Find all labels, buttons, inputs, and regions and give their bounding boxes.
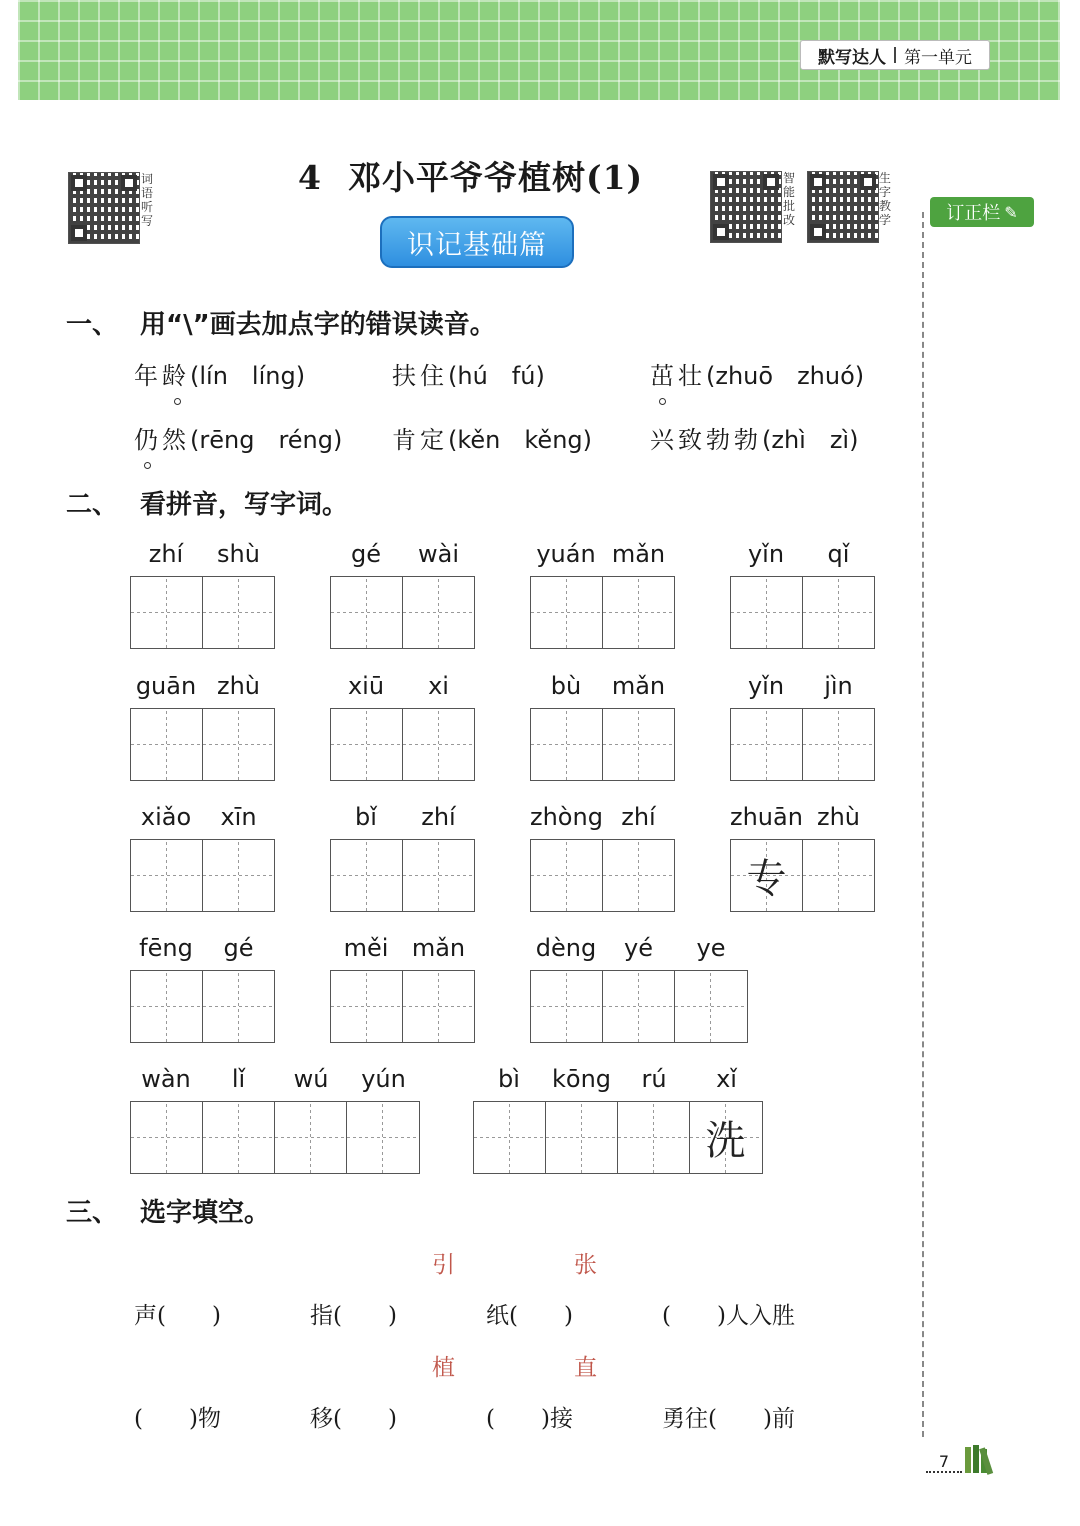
prefilled-character — [731, 709, 802, 780]
pinyin-syllable: jìn — [824, 672, 853, 700]
character-box-row — [730, 576, 875, 649]
qr-label-mid: 智能批改 — [782, 171, 795, 227]
prefilled-character — [203, 577, 274, 648]
character-writing-box[interactable] — [202, 577, 274, 648]
emphasis-dot — [659, 398, 666, 405]
character-writing-box[interactable] — [802, 709, 874, 780]
pinyin-syllable: zhuān — [730, 803, 803, 831]
character-writing-box[interactable] — [617, 1102, 689, 1173]
character-box-row — [130, 1101, 420, 1174]
pinyin-word-group — [530, 803, 675, 912]
character-box-row — [330, 576, 475, 649]
book-name: 默写达人 — [818, 47, 886, 68]
pinyin-word-group — [730, 803, 875, 912]
prefilled-character: 洗 — [705, 1118, 746, 1164]
character-writing-box[interactable] — [802, 840, 874, 911]
character-writing-box[interactable] — [202, 971, 274, 1042]
character-writing-box[interactable] — [602, 971, 674, 1042]
pinyin-word-group — [130, 934, 275, 1043]
pinyin-row — [730, 672, 875, 708]
choice-character: 直 — [574, 1355, 597, 1381]
prefilled-character: 专 — [746, 856, 787, 902]
pinyin-syllable: zhù — [216, 672, 261, 700]
pinyin-word-group — [130, 672, 275, 781]
section-badge: 识记基础篇 — [380, 216, 574, 268]
prefilled-character — [618, 1102, 689, 1173]
pinyin-syllable: rú — [641, 1065, 667, 1093]
prefilled-character — [203, 971, 274, 1042]
character-writing-box[interactable] — [331, 840, 402, 911]
pronunciation-item: 仍然(rēng réng) — [134, 420, 342, 455]
pinyin-word-group — [330, 540, 475, 649]
character-writing-box[interactable] — [131, 577, 202, 648]
pronunciation-options[interactable]: (zhuō zhuó) — [706, 362, 865, 390]
prefilled-character — [203, 709, 274, 780]
character-writing-box[interactable] — [202, 840, 274, 911]
character-box-row — [473, 1101, 763, 1174]
prefilled-character — [203, 1102, 274, 1173]
prefilled-character — [531, 840, 602, 911]
pinyin-row — [530, 540, 675, 576]
prefilled-character — [347, 1102, 418, 1173]
prefilled-character — [603, 709, 674, 780]
character-writing-box[interactable] — [331, 577, 402, 648]
pinyin-syllable: xīn — [220, 803, 257, 831]
pinyin-syllable: xiǎo — [140, 803, 192, 831]
lesson-title — [298, 152, 643, 199]
prefilled-character — [546, 1102, 617, 1173]
fill-blank[interactable]: ( )接 — [486, 1406, 573, 1432]
fill-blank[interactable]: 声( ) — [134, 1303, 221, 1329]
character-box-row — [130, 708, 275, 781]
character-writing-box[interactable] — [602, 709, 674, 780]
fill-blank[interactable]: 指( ) — [310, 1303, 397, 1329]
qr-code-dictation[interactable] — [68, 172, 140, 244]
choice-character: 植 — [432, 1355, 455, 1381]
pronunciation-options[interactable]: (kěn kěng) — [448, 426, 592, 454]
character-box-row — [330, 839, 475, 912]
prefilled-character — [131, 971, 202, 1042]
pinyin-row — [330, 672, 475, 708]
pinyin-syllable: zhí — [621, 803, 656, 831]
character-box-row — [730, 839, 875, 912]
character-box-row — [130, 970, 275, 1043]
pinyin-row — [473, 1065, 763, 1101]
pinyin-syllable: bǐ — [355, 803, 377, 831]
book-unit-tag — [800, 40, 990, 70]
choice-character: 张 — [574, 1252, 597, 1278]
character-writing-box[interactable] — [202, 709, 274, 780]
prefilled-character — [803, 840, 874, 911]
pronunciation-options[interactable]: (zhì zì) — [762, 426, 859, 454]
prefilled-character — [675, 971, 746, 1042]
pinyin-syllable: zhí — [148, 540, 184, 568]
pinyin-syllable: gé — [223, 934, 254, 962]
character-writing-box[interactable] — [731, 709, 802, 780]
lesson-title-text: 邓小平爷爷植树(1) — [347, 158, 644, 197]
pronunciation-item: 扶住(hú fú) — [392, 362, 545, 390]
section-2-heading: 二、 看拼音，写字词。 — [66, 490, 349, 520]
character-writing-box[interactable] — [131, 709, 202, 780]
prefilled-character — [531, 971, 602, 1042]
prefilled-character — [603, 840, 674, 911]
fill-blank[interactable]: ( )物 — [134, 1406, 221, 1432]
books-icon — [963, 1443, 1001, 1475]
character-box-row — [530, 576, 675, 649]
character-writing-box[interactable] — [545, 1102, 617, 1173]
character-writing-box[interactable] — [131, 971, 202, 1042]
character-writing-box[interactable] — [202, 1102, 274, 1173]
pinyin-syllable: ye — [696, 934, 726, 962]
pinyin-word-group — [330, 934, 475, 1043]
pinyin-syllable: wài — [417, 540, 459, 568]
pinyin-syllable: xǐ — [716, 1065, 737, 1093]
pinyin-syllable: kōng — [551, 1065, 612, 1093]
pinyin-syllable: zhòng — [530, 803, 603, 831]
qr-code-grading[interactable] — [710, 171, 782, 243]
character-writing-box[interactable] — [531, 709, 602, 780]
pinyin-syllable: mǎn — [611, 672, 666, 700]
pinyin-word-group — [330, 803, 475, 912]
pinyin-row — [130, 803, 275, 839]
prefilled-character — [131, 577, 202, 648]
prefilled-character — [331, 709, 402, 780]
prefilled-character — [603, 577, 674, 648]
fill-blank[interactable]: ( )人入胜 — [662, 1303, 795, 1329]
prefilled-character — [803, 577, 874, 648]
pinyin-row — [130, 672, 275, 708]
section-3-heading: 三、 选字填空。 — [66, 1198, 271, 1228]
character-writing-box[interactable] — [402, 840, 474, 911]
pinyin-syllable: yǐn — [747, 672, 785, 700]
pinyin-syllable: gé — [351, 540, 381, 568]
pinyin-word-group — [730, 540, 875, 649]
pinyin-word-group — [130, 803, 275, 912]
pinyin-syllable: wú — [293, 1065, 329, 1093]
fill-blank[interactable]: 移( ) — [310, 1406, 397, 1432]
character-writing-box[interactable] — [346, 1102, 418, 1173]
prefilled-character — [474, 1102, 545, 1173]
pinyin-row — [530, 803, 675, 839]
correction-label: 订正栏 — [946, 203, 1001, 224]
pinyin-syllable: zhí — [421, 803, 456, 831]
prefilled-character — [203, 840, 274, 911]
pinyin-syllable: zhù — [816, 803, 861, 831]
qr-label-left: 词语听写 — [140, 172, 153, 228]
character-writing-box[interactable] — [802, 577, 874, 648]
character-writing-box[interactable] — [274, 1102, 346, 1173]
prefilled-character — [603, 971, 674, 1042]
character-writing-box[interactable] — [731, 840, 802, 911]
pinyin-word-group — [473, 1065, 763, 1174]
prefilled-character — [403, 971, 474, 1042]
prefilled-character — [131, 840, 202, 911]
lesson-number: 4 — [298, 158, 322, 197]
character-writing-box[interactable] — [674, 971, 746, 1042]
prefilled-character — [531, 709, 602, 780]
character-box-row — [530, 839, 675, 912]
pinyin-row — [130, 540, 275, 576]
pinyin-syllable: mǎn — [411, 934, 466, 962]
page-number: 7 — [926, 1452, 962, 1473]
character-writing-box[interactable] — [531, 840, 602, 911]
character-writing-box[interactable] — [602, 577, 674, 648]
pinyin-syllable: xi — [428, 672, 449, 700]
prefilled-character — [403, 709, 474, 780]
pinyin-word-group — [530, 540, 675, 649]
pinyin-syllable: yé — [624, 934, 653, 962]
fill-blank[interactable]: 纸( ) — [486, 1303, 573, 1329]
prefilled-character — [331, 971, 402, 1042]
prefilled-character — [731, 577, 802, 648]
correction-divider — [922, 212, 924, 1437]
pinyin-syllable: bù — [550, 672, 582, 700]
choice-character: 引 — [432, 1252, 455, 1278]
unit-name: 第一单元 — [904, 47, 972, 68]
character-box-row — [530, 970, 748, 1043]
prefilled-character — [275, 1102, 346, 1173]
character-writing-box[interactable] — [731, 577, 802, 648]
character-box-row — [530, 708, 675, 781]
pinyin-syllable: qǐ — [827, 540, 850, 568]
prefilled-character — [803, 709, 874, 780]
character-writing-box[interactable] — [402, 709, 474, 780]
pinyin-word-group — [130, 540, 275, 649]
emphasis-dot — [144, 462, 151, 469]
prefilled-character — [131, 709, 202, 780]
character-writing-box[interactable] — [602, 840, 674, 911]
qr-label-right: 生字教学 — [878, 171, 891, 227]
pinyin-syllable: lǐ — [231, 1065, 246, 1093]
pronunciation-options[interactable]: (hú fú) — [448, 362, 545, 390]
pinyin-row — [730, 803, 875, 839]
prefilled-character — [403, 840, 474, 911]
pencil-icon: ✎ — [1004, 202, 1018, 222]
correction-column-tag — [930, 197, 1034, 227]
pinyin-syllable: mǎn — [611, 540, 666, 568]
pinyin-row — [330, 934, 475, 970]
character-box-row — [730, 708, 875, 781]
character-box-row — [330, 970, 475, 1043]
pronunciation-item: 兴致勃勃(zhì zì) — [650, 426, 859, 454]
character-writing-box[interactable] — [689, 1102, 761, 1173]
prefilled-character — [331, 577, 402, 648]
pinyin-syllable: xiū — [347, 672, 385, 700]
pinyin-word-group — [530, 672, 675, 781]
character-writing-box[interactable] — [402, 577, 474, 648]
pronunciation-options[interactable]: (rēng réng) — [190, 426, 343, 454]
pronunciation-item: 茁壮(zhuō zhuó) — [650, 356, 864, 391]
prefilled-character — [131, 1102, 202, 1173]
character-writing-box[interactable] — [331, 709, 402, 780]
pinyin-row — [330, 540, 475, 576]
character-writing-box[interactable] — [131, 840, 202, 911]
character-writing-box[interactable] — [474, 1102, 545, 1173]
fill-blank[interactable]: 勇往( )前 — [662, 1406, 795, 1432]
qr-code-teaching[interactable] — [807, 171, 879, 243]
pinyin-syllable: yǐn — [747, 540, 785, 568]
pinyin-word-group — [530, 934, 748, 1043]
prefilled-character — [531, 577, 602, 648]
character-writing-box[interactable] — [531, 971, 602, 1042]
pronunciation-options[interactable]: (lín líng) — [190, 362, 306, 390]
pinyin-syllable: guān — [135, 672, 197, 700]
prefilled-character — [331, 840, 402, 911]
pinyin-syllable: dèng — [535, 934, 597, 962]
pinyin-word-group — [730, 672, 875, 781]
pinyin-syllable: yuán — [536, 540, 596, 568]
emphasis-dot — [174, 398, 181, 405]
pinyin-row — [130, 1065, 420, 1101]
character-box-row — [130, 576, 275, 649]
pinyin-row — [530, 672, 675, 708]
tag-separator — [894, 47, 896, 63]
pinyin-word-group — [130, 1065, 420, 1174]
character-writing-box[interactable] — [402, 971, 474, 1042]
character-box-row — [330, 708, 475, 781]
pinyin-syllable: fēng — [139, 934, 193, 962]
character-writing-box[interactable] — [131, 1102, 202, 1173]
pinyin-row — [130, 934, 275, 970]
pronunciation-item: 肯定(kěn kěng) — [392, 426, 592, 454]
pinyin-row — [330, 803, 475, 839]
pinyin-syllable: bì — [498, 1065, 520, 1093]
pinyin-syllable: měi — [343, 934, 389, 962]
pinyin-word-group — [330, 672, 475, 781]
pinyin-syllable: yún — [361, 1065, 406, 1093]
character-writing-box[interactable] — [331, 971, 402, 1042]
pinyin-row — [730, 540, 875, 576]
prefilled-character — [403, 577, 474, 648]
character-box-row — [130, 839, 275, 912]
pinyin-syllable: shù — [217, 540, 260, 568]
section-1-heading: 一、 用“\”画去加点字的错误读音。 — [66, 310, 496, 340]
pinyin-syllable: wàn — [141, 1065, 191, 1093]
pronunciation-item: 年龄(lín líng) — [134, 356, 305, 391]
character-writing-box[interactable] — [531, 577, 602, 648]
pinyin-row — [530, 934, 748, 970]
